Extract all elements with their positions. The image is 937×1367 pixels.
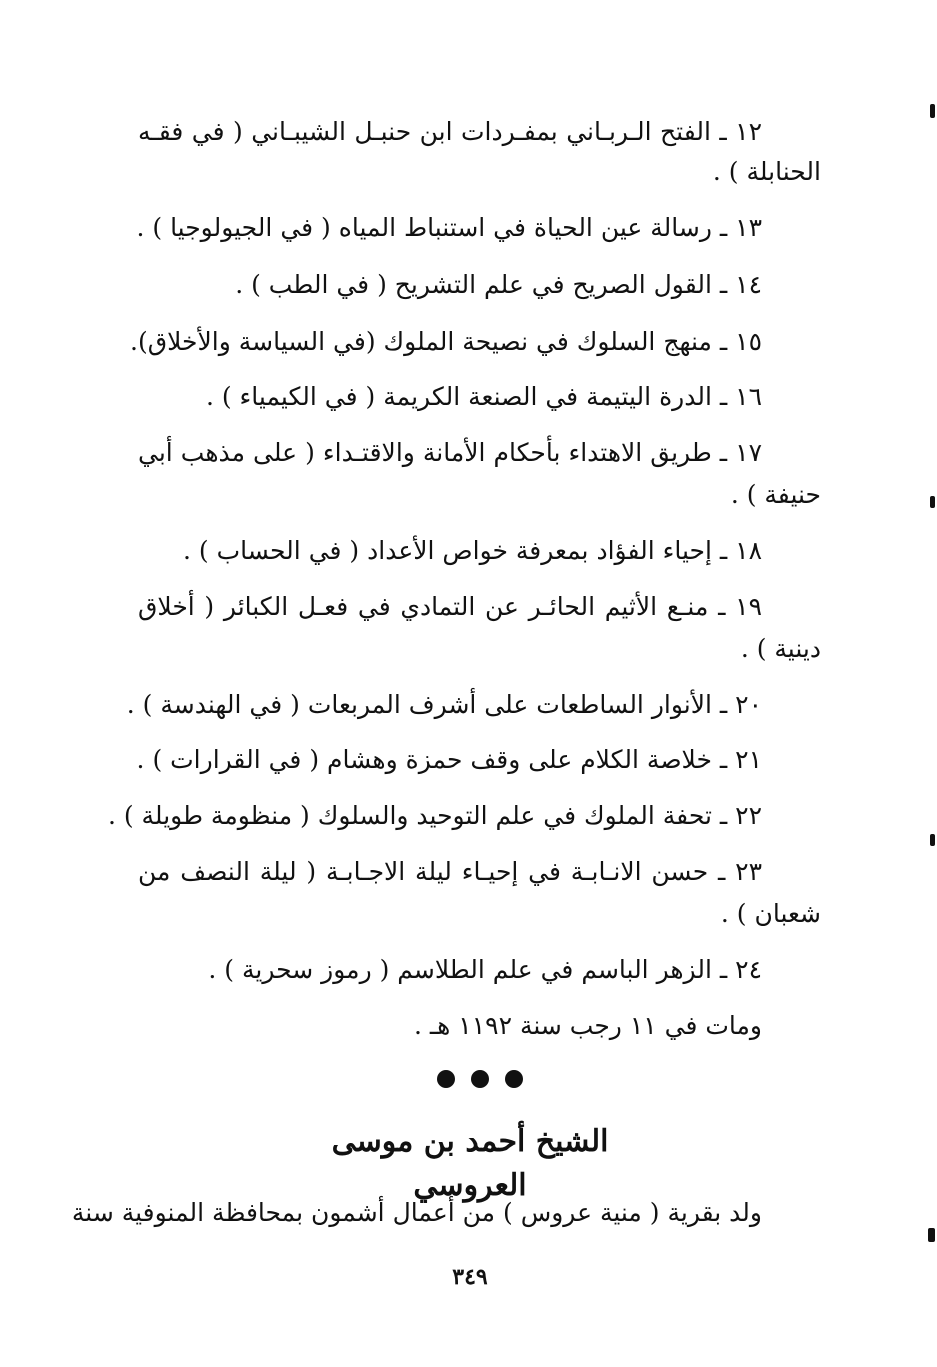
list-item-20: ٢٠ ـ الأنوار الساطعات على أشرف المربعات ( في الهندسة ) . — [126, 690, 762, 719]
divider-dot — [505, 1070, 523, 1088]
page-number: ٣٤٩ — [452, 1264, 488, 1290]
list-item-24: ٢٤ ـ الزهر الباسم في علم الطلاسم ( رموز سحرية ) . — [208, 955, 762, 984]
list-item-14: ١٤ ـ القول الصريح في علم التشريح ( في الطب ) . — [235, 270, 762, 299]
list-item-17-line-1: ١٧ ـ طريق الاهتداء بأحكام الأمانة والاقتـداء ( على مذهب أبي — [138, 438, 762, 467]
list-item-18: ١٨ ـ إحياء الفؤاد بمعرفة خواص الأعداد ( في الحساب ) . — [183, 536, 762, 565]
list-item-19-line-1: ١٩ ـ منـع الأثيم الحائـر عن التمادي في فعـل الكبائر ( أخلاق — [138, 592, 762, 621]
section-heading: الشيخ أحمد بن موسى العروسي — [331, 1124, 609, 1203]
section-divider — [437, 1070, 523, 1090]
list-item-13: ١٣ ـ رسالة عين الحياة في استنباط المياه ( في الجيولوجيا ) . — [136, 213, 762, 242]
list-item-23-line-1: ٢٣ ـ حسن الانـابـة في إحيـاء ليلة الاجـابـة ( ليلة النصف من — [138, 857, 762, 886]
divider-dot — [471, 1070, 489, 1088]
list-item-21: ٢١ ـ خلاصة الكلام على وقف حمزة وهشام ( في القرارات ) . — [136, 745, 762, 774]
list-item-22: ٢٢ ـ تحفة الملوك في علم التوحيد والسلوك ( منظومة طويلة ) . — [107, 801, 762, 830]
intro-paragraph-line: ولد بقرية ( منية عروس ) من أعمال أشمون بمحافظة المنوفية سنة — [71, 1198, 762, 1227]
list-item-19-line-2: دينية ) . — [740, 634, 821, 663]
scan-mark — [930, 834, 935, 846]
list-item-16: ١٦ ـ الدرة اليتيمة في الصنعة الكريمة ( في الكيمياء ) . — [205, 382, 762, 411]
list-item-23-line-2: شعبان ) . — [720, 899, 821, 928]
divider-dot — [437, 1070, 455, 1088]
list-item-12-line-2: الحنابلة ) . — [712, 157, 821, 186]
death-date-note: ومات في ١١ رجب سنة ١١٩٢ هـ . — [413, 1011, 762, 1040]
scan-mark — [928, 1228, 935, 1242]
list-item-17-line-2: حنيفة ) . — [730, 480, 821, 509]
list-item-12-line-1: ١٢ ـ الفتح الـربـاني بمفـردات ابن حنبـل الشيبـاني ( في فقـه — [138, 117, 762, 146]
scan-mark — [930, 496, 935, 508]
scan-mark — [930, 104, 935, 118]
list-item-15: ١٥ ـ منهج السلوك في نصيحة الملوك (في السياسة والأخلاق). — [130, 327, 762, 356]
